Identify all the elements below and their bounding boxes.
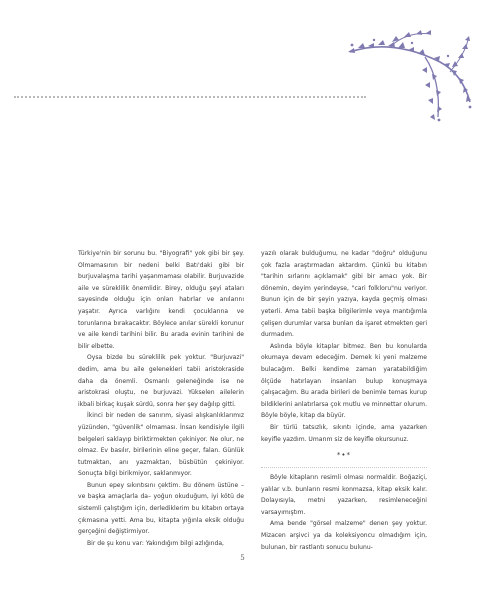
paragraph: yazılı olarak bulduğumu, ne kadar "doğru" olduğunu çok fazla araştırmadan aktardım. Çünkü bu kitabın "tarihin sırlarını açıklamak" gibi bir amacı yok. Bir dönemin, deyim yerindeyse, "cari folkloru"nu veriyor. Bunun için de bir şeyin yazıya, kayda geçmiş olması yeterli. Ama tabii başka bilgilerimle veya mantığımla çelişen durumlar varsa bunları da işaret etmekten geri durmadım.	[261, 250, 427, 339]
paragraph: Aslında böyle kitaplar bitmez. Ben bu konularda okumaya devam edeceğim. Demek ki yeni malzeme bulacağım. Belki kendime zaman yaratabildiğim ölçüde hatırlayan insanları bulup konuşmaya çalışacağım. Bu arada birileri de benimle temas kurup bildiklerini anlatırlarsa çok mutlu ve minnettar olurum. Böyle böyle, kitap da büyür.	[261, 342, 427, 420]
paragraph: Bunun epey sıkıntısını çektim. Bu dönem üstüne –ve başka amaçlarla da– yoğun okuduğum, iyi kötü de sistemli çalıştığım için, derlediklerim bu kitabın ortaya çıkmasına yetti. Ama bu, kitapta yığınla eksik olduğu gerçeğini değiştirmiyor.	[78, 481, 244, 536]
paragraph: Oysa bizde bu süreklilik pek yoktur. "Burjuvazi" dedim, ama bu aile gelenekleri tabii aristokraside daha da önemli. Osmanlı geleneğinde ise ne aristokrasi oluştu, ne burjuvazi. Yükselen ailelerin ikbali birkaç kuşak sürdü, sonra her şey dağılıp gitti.	[78, 354, 244, 408]
paragraph: İkinci bir neden de sanırım, siyasi alışkanlıklarımız yüzünden, "güvenlik" olmaması. İnsan kendisiyle ilgili belgeleri saklayıp biriktirmekten çekiniyor. Ne olur, ne olmaz. Ev basılır, birilerinin eline geçer, falan. Günlük tutmaktan, anı yazmaktan, büsbütün çekiniyor. Sonuçta bilgi birikmiyor, saklanmıyor.	[78, 412, 244, 478]
text-column-right	[261, 248, 427, 553]
paragraph: Ama bende "görsel malzeme" denen şey yoktur. Mizacen arşivci ya da koleksiyoncu olmadığım için, bulunan, bir rastlantı sonucu bulunu-	[261, 520, 427, 551]
section-separator: *•*	[336, 451, 352, 460]
section-dotted-rule	[261, 467, 427, 468]
floral-ornament-icon	[330, 12, 480, 132]
paragraph: Türkiye'nin bir sorunu bu. "Biyografi" yok gibi bir şey. Olmamasının bir nedeni belki Batı'daki gibi bir burjuvalaşma tarihi yaşanmaması olabilir. Burjuvazide aile ve süreklilik önemlidir. Birey, olduğu şeyi ataları sayesinde olduğu için onları hatırlar ve anılarını yaşatır. Ayrıca varlığını kendi çocuklarına ve torunlarına bırakacaktır. Böylece anılar sürekli korunur ve aile kendi tarihini bilir. Bu arada evinin tarihini de bilir elbette.	[78, 250, 244, 350]
paragraph: Böyle kitapların resimli olması normaldir. Boğaziçi, yalılar v.b. bunların resmi konmazsa, kitap eksik kalır. Dolayısıyla, metni yazarken, resimleneceğini varsayımıştım.	[261, 474, 427, 516]
paragraph: Bir türlü tatsızlık, sıkıntı içinde, ama yazarken keyifle yazdım. Umarım siz de keyifle okursunuz.	[261, 423, 427, 443]
paragraph: Bir de şu konu var: Yakındığım bilgi azlığında,	[87, 539, 224, 547]
header-dotted-rule	[14, 96, 366, 98]
text-column-left	[78, 248, 244, 549]
page-number: 5	[240, 554, 245, 562]
